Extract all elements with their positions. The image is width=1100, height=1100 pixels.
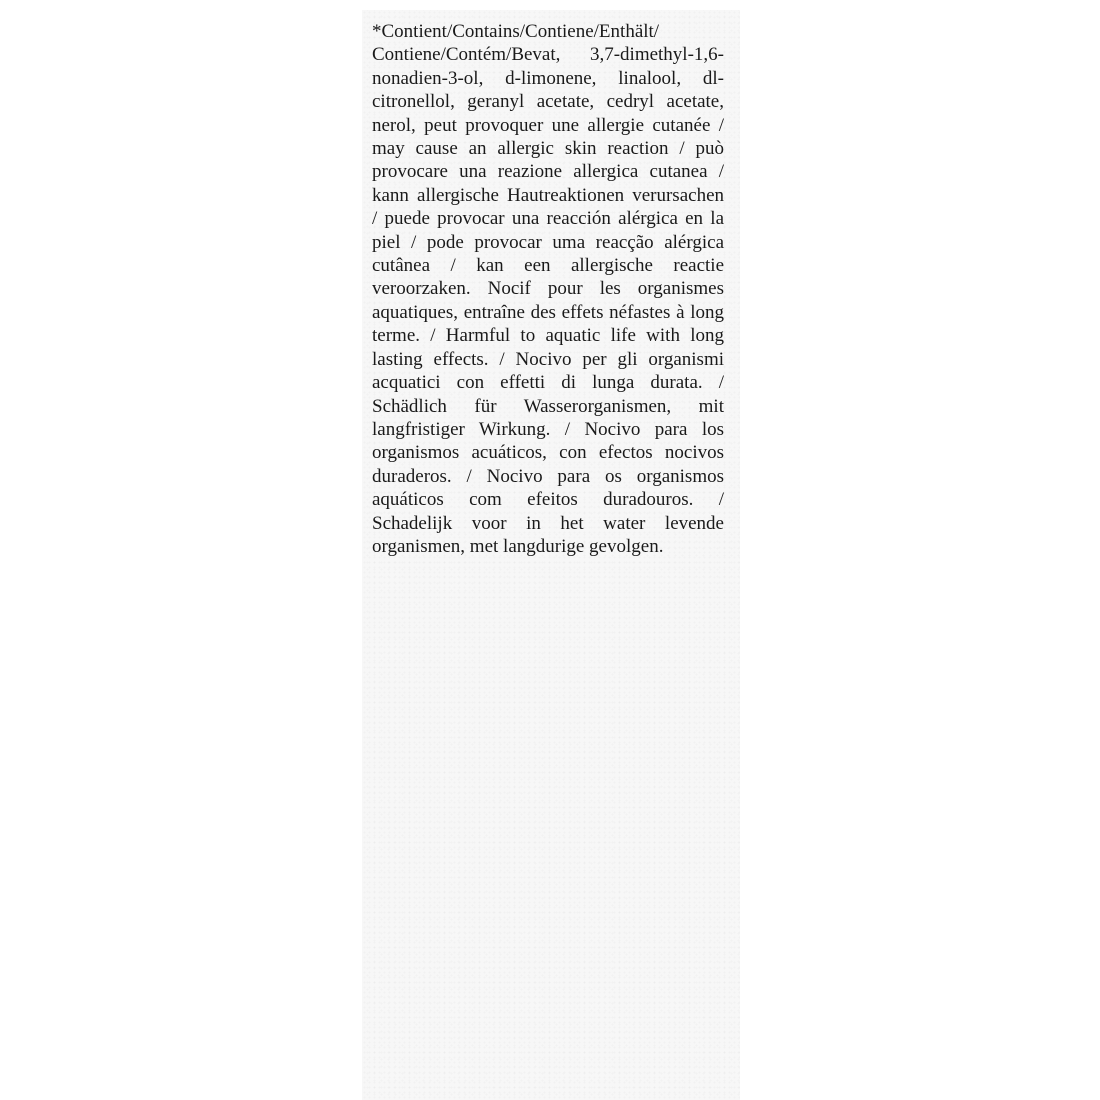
product-label-panel bbox=[362, 10, 740, 1100]
ingredient-warning-text: *Contient/Contains/Contiene/Enthält/ Contiene/Contém/Bevat, 3,7-dimethyl-1,6-nonadien-3-ol, d-limonene, linalool, dl-citronellol, geranyl acetate, cedryl acetate, nerol, peut provoquer une allergie cutanée / may cause an allergic skin reaction / può provocare una reazione allergica cutanea / kann allergische Hautreaktionen verursachen / puede provocar una reacción alérgica en la piel / pode provocar uma reacção alérgica cutânea / kan een allergische reactie veroorzaken. Nocif pour les organismes aquatiques, entraîne des effets néfastes à long terme. / Harmful to aquatic life with long lasting effects. / Nocivo per gli organismi acquatici con effetti di lunga durata. / Schädlich für Wasserorganismen, mit langfristiger Wirkung. / Nocivo para los organismos acuáticos, con efectos nocivos duraderos. / Nocivo para os organismos aquáticos com efeitos duradouros. / Schadelijk voor in het water levende organismen, met langdurige gevolgen. bbox=[372, 21, 724, 557]
